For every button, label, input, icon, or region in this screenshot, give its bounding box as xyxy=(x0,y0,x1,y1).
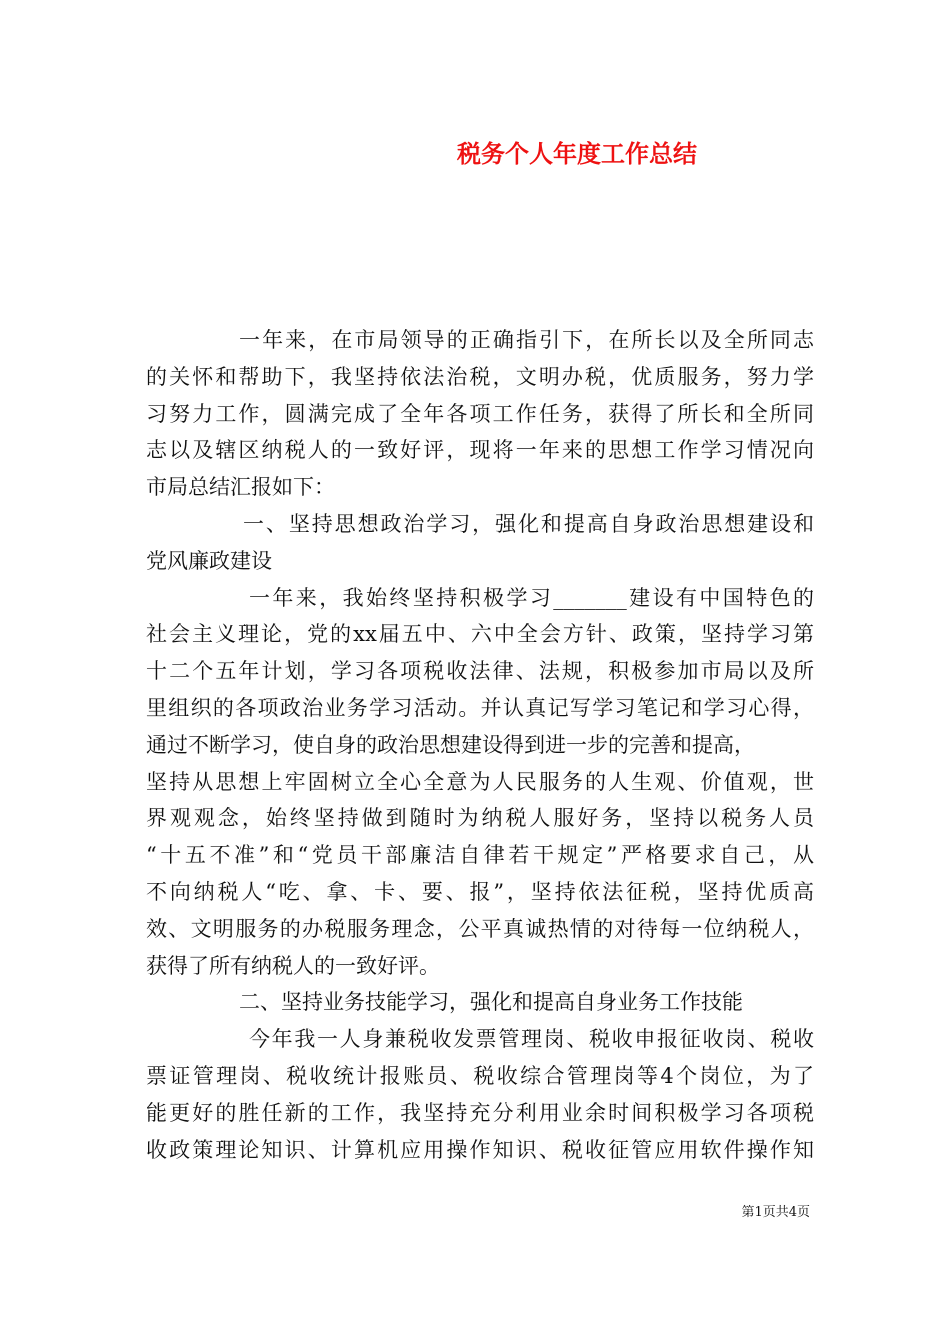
text-line: 习努力工作，圆满完成了全年各项工作任务，获得了所长和全所同 xyxy=(146,401,814,426)
text-line: 市局总结汇报如下： xyxy=(146,475,335,500)
section-heading-2: 二、坚持业务技能学习，强化和提高自身业务工作技能 xyxy=(239,990,743,1015)
text-line: 能更好的胜任新的工作，我坚持充分利用业余时间积极学习各项税 xyxy=(146,1100,814,1125)
text-line: “十五不准”和“党员干部廉洁自律若干规定”严格要求自己，从 xyxy=(146,843,814,868)
text-line: 一年来，我始终坚持积极学习_______建设有中国特色的 xyxy=(249,585,814,610)
page-number: 第1页共4页 xyxy=(741,1205,810,1220)
section-heading-1: 一、坚持思想政治学习，强化和提高自身政治思想建设和 xyxy=(243,511,814,536)
text-line: 十二个五年计划，学习各项税收法律、法规，积极参加市局以及所 xyxy=(146,659,814,684)
document-title: 税务个人年度工作总结 xyxy=(457,139,697,168)
text-line: 坚持从思想上牢固树立全心全意为人民服务的人生观、价值观，世 xyxy=(146,769,814,794)
section-heading-1-cont: 党风廉政建设 xyxy=(146,548,272,573)
text-line: 界观观念，始终坚持做到随时为纳税人服好务，坚持以税务人员 xyxy=(146,806,814,831)
text-line: 效、文明服务的办税服务理念，公平真诚热情的对待每一位纳税人， xyxy=(146,916,814,941)
text-line: 票证管理岗、税收统计报账员、税收综合管理岗等4个岗位，为了 xyxy=(146,1063,814,1088)
text-line: 里组织的各项政治业务学习活动。并认真记写学习笔记和学习心得， xyxy=(146,695,814,720)
document-body xyxy=(146,322,814,1168)
text-line: 不向纳税人“吃、拿、卡、要、报”，坚持依法征税，坚持优质高 xyxy=(146,879,814,904)
text-line: 收政策理论知识、计算机应用操作知识、税收征管应用软件操作知 xyxy=(146,1137,814,1162)
text-line: 一年来，在市局领导的正确指引下，在所长以及全所同志 xyxy=(239,328,814,352)
page-footer xyxy=(650,1201,810,1220)
text-line: 通过不断学习，使自身的政治思想建设得到进一步的完善和提高， xyxy=(146,732,755,757)
text-line: 的关怀和帮助下，我坚持依法治税，文明办税，优质服务，努力学 xyxy=(146,364,814,389)
text-line: 社会主义理论，党的xx届五中、六中全会方针、政策，坚持学习第 xyxy=(146,622,814,647)
text-line: 获得了所有纳税人的一致好评。 xyxy=(146,953,440,978)
text-line: 志以及辖区纳税人的一致好评，现将一年来的思想工作学习情况向 xyxy=(146,438,814,463)
text-line: 今年我一人身兼税收发票管理岗、税收申报征收岗、税收 xyxy=(249,1027,814,1052)
